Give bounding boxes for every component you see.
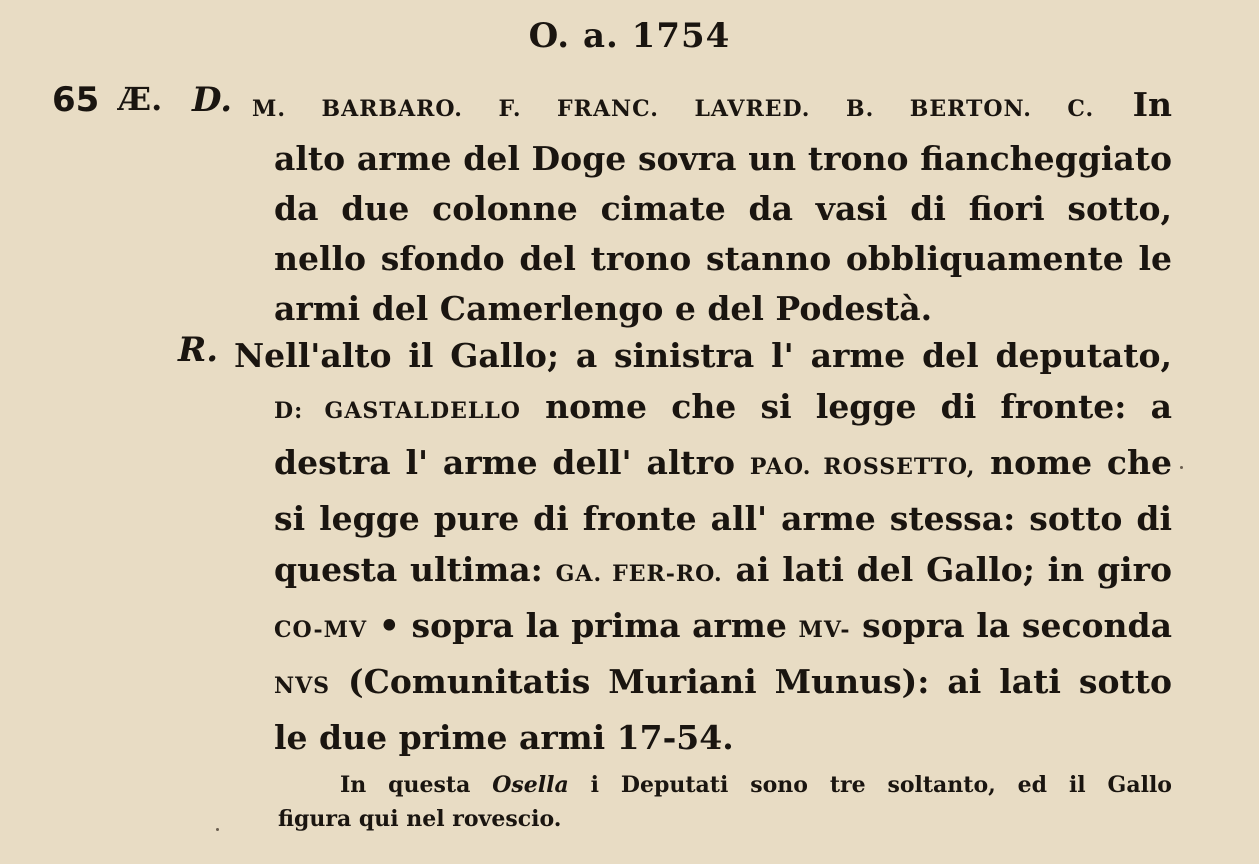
obverse-label: D. (192, 80, 233, 120)
deputy-legend: D: GASTALDELLO (274, 398, 521, 424)
footnote-line2: figura qui nel rovescio. (278, 806, 562, 832)
entry-number: 65 (52, 80, 100, 120)
speck (1180, 466, 1183, 469)
deputy3-legend: GA. FER-RO. (555, 561, 723, 587)
ring-legend-2: MV- (798, 617, 851, 643)
reverse-text-part: sopra la seconda (850, 606, 1172, 645)
reverse-description (234, 330, 1172, 763)
footnote-italic: Osella (492, 772, 569, 798)
footnote-part: i Deputati sono tre soltanto, ed il Gallo (568, 772, 1172, 798)
footnote-line1 (278, 768, 1172, 802)
reverse-text-part: nome che si legge pure di fronte all' arme stessa: sotto di questa ultima: (274, 443, 1172, 589)
ring-legend-3: NVS (274, 673, 331, 699)
obverse-description (252, 80, 1172, 334)
page-heading: O. a. 1754 (528, 16, 731, 56)
obverse-legend: M. BARBARO. F. FRANC. LAVRED. B. BERTON. C. (252, 96, 1095, 122)
speck (216, 828, 219, 831)
footnote-part: In questa (340, 772, 493, 798)
obverse-text: alto arme del Doge sovra un trono fiancheggiato da due colonne cimate da vasi di fiori sotto, nello sfondo del trono stanno obbliquamente le armi del Camerlengo e del Podestà. (274, 139, 1172, 328)
ring-legend-1: CO-MV (274, 617, 368, 643)
reverse-label: R. (178, 330, 219, 370)
obverse-legend-line (252, 80, 1172, 134)
reverse-text-part: • sopra la prima arme (367, 606, 799, 645)
obverse-line1-end: In (1132, 85, 1172, 124)
reverse-text (234, 381, 1172, 763)
reverse-text-part: nome che si legge di fronte: a destra l' arme dell' altro (274, 387, 1172, 482)
reverse-text-part: ai lati del Gallo; in giro (722, 550, 1172, 589)
footnote (278, 768, 1172, 836)
deputy2-legend: PAO. ROSSETTO, (749, 454, 976, 480)
metal-mark: Æ. (118, 80, 163, 118)
reverse-first-line: Nell'alto il Gallo; a sinistra l' arme del deputato, (234, 336, 1172, 375)
reverse-text-part: (Comunitatis Muriani Munus): ai lati sotto le due prime armi 17-54. (274, 662, 1172, 757)
